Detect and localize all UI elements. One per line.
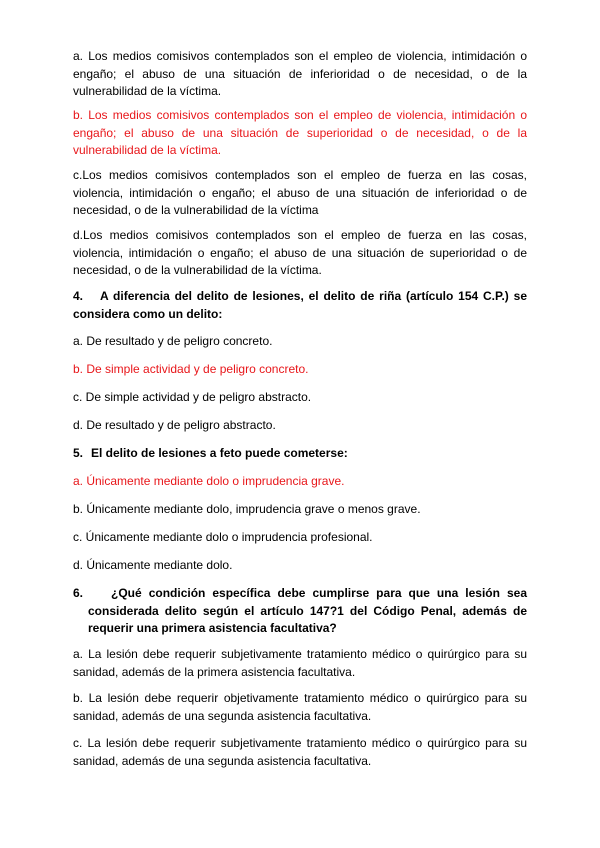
question-5-number: 5. xyxy=(73,446,84,460)
option-3d: d.Los medios comisivos contemplados son el empleo de fuerza en las cosas, violencia, intimidación o engaño; el abuso de una situación de superioridad o de necesidad, o de la vulnerabilidad de la víctima. xyxy=(73,228,527,277)
option-4a: a. De resultado y de peligro concreto. xyxy=(73,334,273,348)
option-6c: c. La lesión debe requerir subjetivamente tratamiento médico o quirúrgico para su sanidad, además de una segunda asistencia facultativa. xyxy=(73,736,527,768)
option-4d: d. De resultado y de peligro abstracto. xyxy=(73,418,276,432)
question-4-text: A diferencia del delito de lesiones, el delito de riña (artículo 154 C.P.) se considera como un delito: xyxy=(73,289,527,321)
option-3b-correct: b. Los medios comisivos contemplados son el empleo de violencia, intimidación o engaño; el abuso de una situación de superioridad o de necesidad, o de la vulnerabilidad de la víctima. xyxy=(73,108,527,157)
option-3c: c.Los medios comisivos contemplados son el empleo de fuerza en las cosas, violencia, intimidación o engaño; el abuso de una situación de inferioridad o de necesidad, o de la vulnerabilidad de la víctima xyxy=(73,168,527,217)
question-5 xyxy=(73,445,527,463)
option-5d: d. Únicamente mediante dolo. xyxy=(73,558,233,572)
question-5-text: El delito de lesiones a feto puede cometerse: xyxy=(91,446,348,460)
question-4 xyxy=(73,288,527,323)
option-3a: a. Los medios comisivos contemplados son el empleo de violencia, intimidación o engaño; el abuso de una situación de inferioridad o de necesidad, o de la vulnerabilidad de la víctima. xyxy=(73,49,527,98)
option-4b-correct: b. De simple actividad y de peligro concreto. xyxy=(73,362,309,376)
option-5b: b. Únicamente mediante dolo, imprudencia grave o menos grave. xyxy=(73,502,421,516)
option-6a: a. La lesión debe requerir subjetivamente tratamiento médico o quirúrgico para su sanidad, además de la primera asistencia facultativa. xyxy=(73,647,527,679)
question-6-text: ¿Qué condición específica debe cumplirse para que una lesión sea considerada delito según el artículo 147?1 del Código Penal, además de requerir una primera asistencia facultativa? xyxy=(88,586,527,635)
question-6-number: 6. xyxy=(73,586,84,600)
question-6 xyxy=(73,585,527,638)
option-5a-correct: a. Únicamente mediante dolo o imprudencia grave. xyxy=(73,474,345,488)
option-6b: b. La lesión debe requerir objetivamente tratamiento médico o quirúrgico para su sanidad, además de una segunda asistencia facultativa. xyxy=(73,691,527,723)
option-5c: c. Únicamente mediante dolo o imprudencia profesional. xyxy=(73,530,373,544)
question-4-number: 4. xyxy=(73,289,84,303)
option-4c: c. De simple actividad y de peligro abstracto. xyxy=(73,390,312,404)
